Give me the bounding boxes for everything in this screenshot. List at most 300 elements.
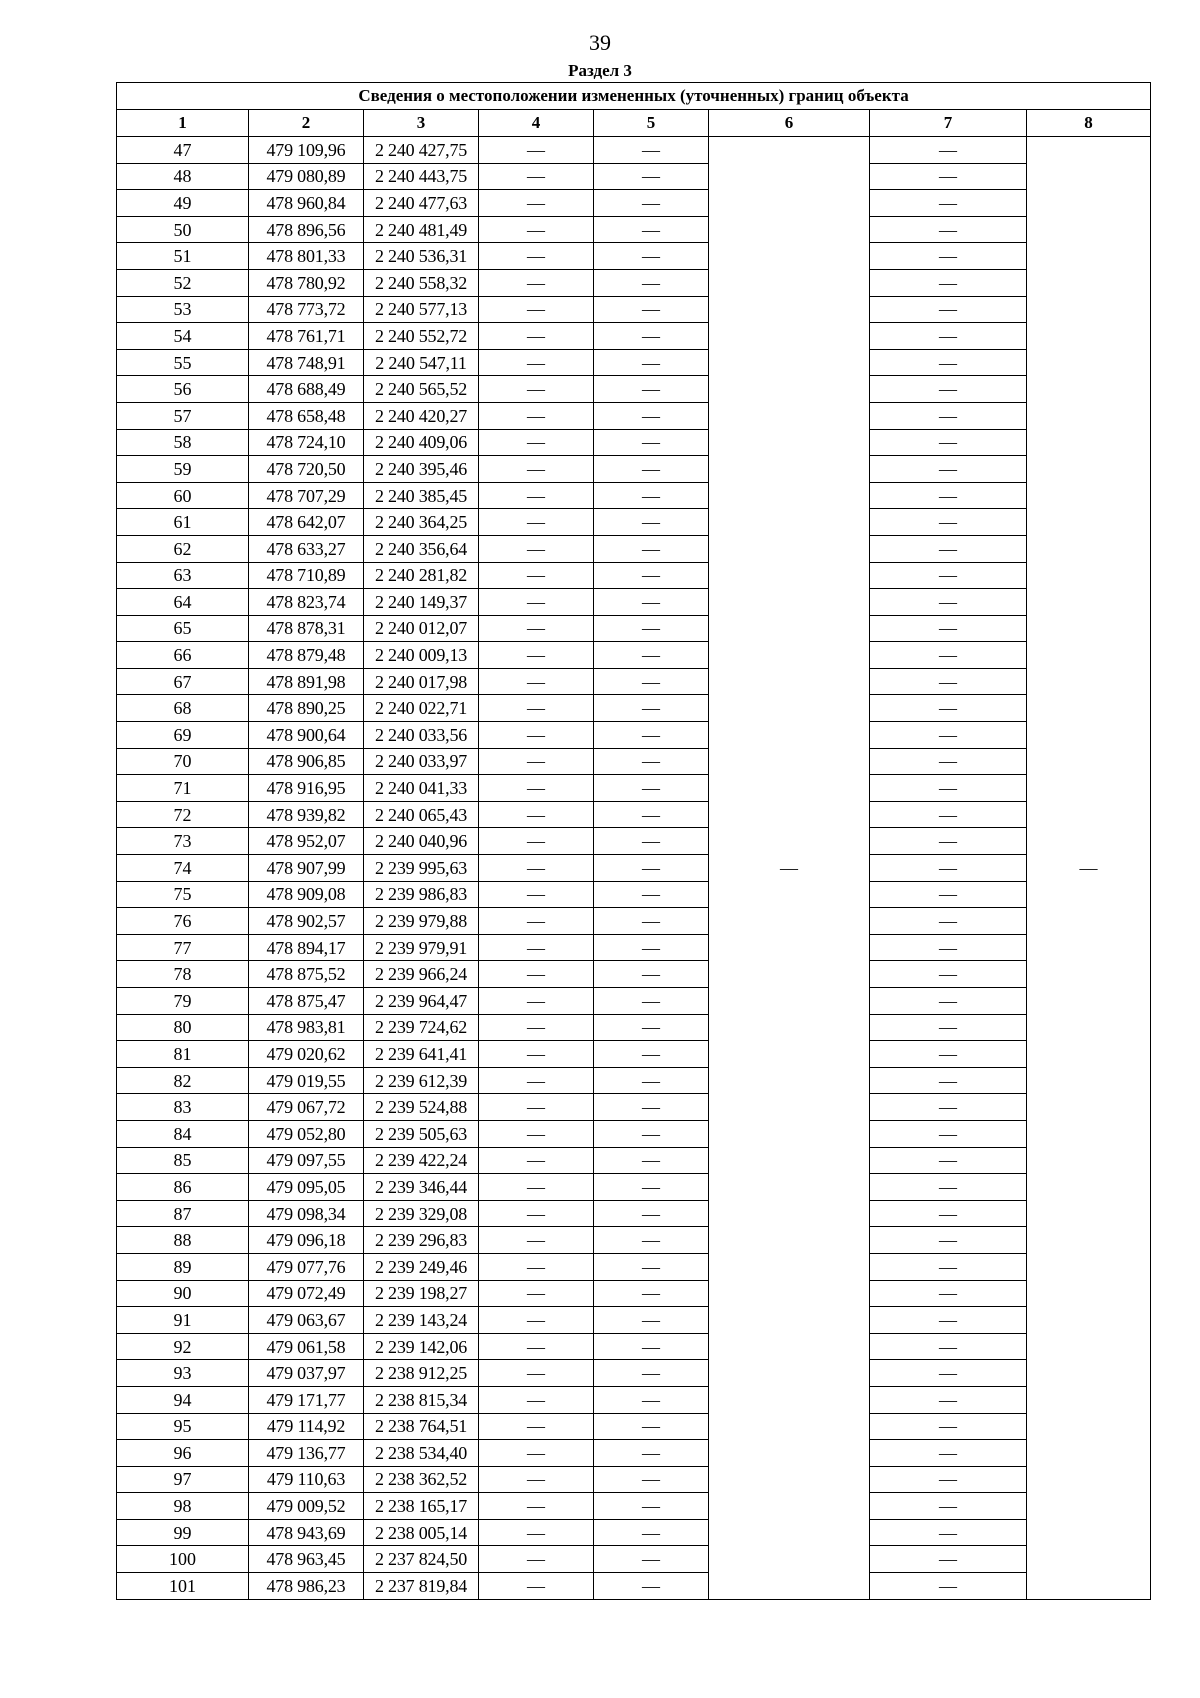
column-5-cell: — <box>594 1413 709 1440</box>
point-number-cell: 80 <box>117 1014 249 1041</box>
y-coordinate-cell: 2 240 395,46 <box>364 456 479 483</box>
y-coordinate-cell: 2 240 427,75 <box>364 137 479 164</box>
point-number-cell: 77 <box>117 934 249 961</box>
point-number-cell: 101 <box>117 1573 249 1600</box>
point-number-cell: 94 <box>117 1386 249 1413</box>
column-4-cell: — <box>479 509 594 536</box>
column-4-cell: — <box>479 323 594 350</box>
x-coordinate-cell: 478 879,48 <box>249 642 364 669</box>
x-coordinate-cell: 479 110,63 <box>249 1466 364 1493</box>
point-number-cell: 62 <box>117 535 249 562</box>
table-row <box>117 190 1151 217</box>
column-5-cell: — <box>594 1120 709 1147</box>
column-5-cell: — <box>594 668 709 695</box>
table-row <box>117 535 1151 562</box>
point-number-cell: 72 <box>117 801 249 828</box>
column-7-cell: — <box>870 961 1027 988</box>
column-7-cell: — <box>870 243 1027 270</box>
column-5-cell: — <box>594 535 709 562</box>
column-number-5: 5 <box>594 110 709 137</box>
column-4-cell: — <box>479 1519 594 1546</box>
y-coordinate-cell: 2 239 986,83 <box>364 881 479 908</box>
table-row <box>117 1280 1151 1307</box>
x-coordinate-cell: 479 109,96 <box>249 137 364 164</box>
column-5-cell: — <box>594 190 709 217</box>
point-number-cell: 65 <box>117 615 249 642</box>
column-5-cell: — <box>594 828 709 855</box>
x-coordinate-cell: 478 952,07 <box>249 828 364 855</box>
column-7-cell: — <box>870 509 1027 536</box>
y-coordinate-cell: 2 239 724,62 <box>364 1014 479 1041</box>
column-4-cell: — <box>479 402 594 429</box>
column-7-cell: — <box>870 615 1027 642</box>
point-number-cell: 99 <box>117 1519 249 1546</box>
column-4-cell: — <box>479 1094 594 1121</box>
y-coordinate-cell: 2 240 481,49 <box>364 216 479 243</box>
point-number-cell: 96 <box>117 1440 249 1467</box>
coordinates-table <box>116 82 1151 1600</box>
y-coordinate-cell: 2 238 165,17 <box>364 1493 479 1520</box>
column-7-cell: — <box>870 216 1027 243</box>
column-7-cell: — <box>870 1067 1027 1094</box>
x-coordinate-cell: 478 896,56 <box>249 216 364 243</box>
table-row <box>117 509 1151 536</box>
column-7-cell: — <box>870 695 1027 722</box>
x-coordinate-cell: 478 890,25 <box>249 695 364 722</box>
column-7-cell: — <box>870 562 1027 589</box>
point-number-cell: 53 <box>117 296 249 323</box>
table-row <box>117 1413 1151 1440</box>
column-4-cell: — <box>479 376 594 403</box>
column-4-cell: — <box>479 615 594 642</box>
point-number-cell: 97 <box>117 1466 249 1493</box>
point-number-cell: 71 <box>117 775 249 802</box>
point-number-cell: 87 <box>117 1200 249 1227</box>
y-coordinate-cell: 2 238 005,14 <box>364 1519 479 1546</box>
column-7-cell: — <box>870 1519 1027 1546</box>
x-coordinate-cell: 479 080,89 <box>249 163 364 190</box>
point-number-cell: 79 <box>117 988 249 1015</box>
column-4-cell: — <box>479 1546 594 1573</box>
column-5-cell: — <box>594 323 709 350</box>
column-7-cell: — <box>870 402 1027 429</box>
y-coordinate-cell: 2 240 552,72 <box>364 323 479 350</box>
column-5-cell: — <box>594 1014 709 1041</box>
y-coordinate-cell: 2 240 420,27 <box>364 402 479 429</box>
y-coordinate-cell: 2 240 022,71 <box>364 695 479 722</box>
x-coordinate-cell: 478 633,27 <box>249 535 364 562</box>
point-number-cell: 74 <box>117 855 249 882</box>
column-5-cell: — <box>594 296 709 323</box>
column-5-cell: — <box>594 748 709 775</box>
column-5-cell: — <box>594 855 709 882</box>
table-row <box>117 482 1151 509</box>
column-4-cell: — <box>479 1200 594 1227</box>
column-5-cell: — <box>594 509 709 536</box>
table-row <box>117 1466 1151 1493</box>
table-caption-row <box>117 83 1151 110</box>
y-coordinate-cell: 2 240 558,32 <box>364 269 479 296</box>
section-title: Раздел 3 <box>568 61 632 80</box>
x-coordinate-cell: 479 171,77 <box>249 1386 364 1413</box>
point-number-cell: 85 <box>117 1147 249 1174</box>
table-row <box>117 668 1151 695</box>
column-4-cell: — <box>479 828 594 855</box>
column-4-cell: — <box>479 1120 594 1147</box>
column-4-cell: — <box>479 1440 594 1467</box>
table-row <box>117 1440 1151 1467</box>
table-row <box>117 323 1151 350</box>
column-7-cell: — <box>870 1227 1027 1254</box>
point-number-cell: 50 <box>117 216 249 243</box>
point-number-cell: 51 <box>117 243 249 270</box>
column-5-cell: — <box>594 1360 709 1387</box>
x-coordinate-cell: 479 072,49 <box>249 1280 364 1307</box>
column-7-cell: — <box>870 1094 1027 1121</box>
x-coordinate-cell: 478 900,64 <box>249 722 364 749</box>
point-number-cell: 59 <box>117 456 249 483</box>
x-coordinate-cell: 478 983,81 <box>249 1014 364 1041</box>
column-5-cell: — <box>594 988 709 1015</box>
table-row <box>117 855 1151 882</box>
table-row <box>117 1253 1151 1280</box>
x-coordinate-cell: 479 009,52 <box>249 1493 364 1520</box>
table-row <box>117 1120 1151 1147</box>
y-coordinate-cell: 2 238 534,40 <box>364 1440 479 1467</box>
x-coordinate-cell: 478 906,85 <box>249 748 364 775</box>
y-coordinate-cell: 2 239 966,24 <box>364 961 479 988</box>
column-5-cell: — <box>594 615 709 642</box>
point-number-cell: 61 <box>117 509 249 536</box>
column-number-1: 1 <box>117 110 249 137</box>
column-7-cell: — <box>870 1174 1027 1201</box>
table-caption: Сведения о местоположении измененных (уточненных) границ объекта <box>117 83 1151 110</box>
point-number-cell: 100 <box>117 1546 249 1573</box>
column-7-cell: — <box>870 1280 1027 1307</box>
column-5-cell: — <box>594 402 709 429</box>
y-coordinate-cell: 2 240 356,64 <box>364 535 479 562</box>
table-row <box>117 243 1151 270</box>
column-7-cell: — <box>870 1253 1027 1280</box>
column-5-cell: — <box>594 269 709 296</box>
column-7-cell: — <box>870 642 1027 669</box>
column-5-cell: — <box>594 1227 709 1254</box>
column-5-cell: — <box>594 1253 709 1280</box>
table-row <box>117 801 1151 828</box>
x-coordinate-cell: 478 761,71 <box>249 323 364 350</box>
column-5-cell: — <box>594 801 709 828</box>
x-coordinate-cell: 478 891,98 <box>249 668 364 695</box>
x-coordinate-cell: 478 875,47 <box>249 988 364 1015</box>
column-number-2: 2 <box>249 110 364 137</box>
column-5-cell: — <box>594 243 709 270</box>
column-5-cell: — <box>594 216 709 243</box>
column-5-cell: — <box>594 1307 709 1334</box>
table-row <box>117 722 1151 749</box>
point-number-cell: 48 <box>117 163 249 190</box>
point-number-cell: 86 <box>117 1174 249 1201</box>
column-5-cell: — <box>594 349 709 376</box>
table-body <box>117 137 1151 1600</box>
table-row <box>117 296 1151 323</box>
column-4-cell: — <box>479 1174 594 1201</box>
point-number-cell: 52 <box>117 269 249 296</box>
column-number-4: 4 <box>479 110 594 137</box>
column-4-cell: — <box>479 296 594 323</box>
table-row <box>117 881 1151 908</box>
column-4-cell: — <box>479 642 594 669</box>
table-row <box>117 615 1151 642</box>
y-coordinate-cell: 2 239 142,06 <box>364 1333 479 1360</box>
table-row <box>117 1360 1151 1387</box>
column-numbers-row <box>117 110 1151 137</box>
column-7-cell: — <box>870 1333 1027 1360</box>
point-number-cell: 64 <box>117 589 249 616</box>
column-4-cell: — <box>479 190 594 217</box>
x-coordinate-cell: 478 878,31 <box>249 615 364 642</box>
point-number-cell: 95 <box>117 1413 249 1440</box>
column-7-cell: — <box>870 190 1027 217</box>
column-5-cell: — <box>594 775 709 802</box>
table-row <box>117 961 1151 988</box>
y-coordinate-cell: 2 239 296,83 <box>364 1227 479 1254</box>
y-coordinate-cell: 2 237 819,84 <box>364 1573 479 1600</box>
point-number-cell: 66 <box>117 642 249 669</box>
y-coordinate-cell: 2 239 979,91 <box>364 934 479 961</box>
x-coordinate-cell: 479 096,18 <box>249 1227 364 1254</box>
y-coordinate-cell: 2 240 281,82 <box>364 562 479 589</box>
point-number-cell: 92 <box>117 1333 249 1360</box>
y-coordinate-cell: 2 240 547,11 <box>364 349 479 376</box>
table-row <box>117 642 1151 669</box>
point-number-cell: 75 <box>117 881 249 908</box>
table-row <box>117 1200 1151 1227</box>
x-coordinate-cell: 478 894,17 <box>249 934 364 961</box>
y-coordinate-cell: 2 239 979,88 <box>364 908 479 935</box>
column-4-cell: — <box>479 1573 594 1600</box>
column-4-cell: — <box>479 216 594 243</box>
column-4-cell: — <box>479 855 594 882</box>
y-coordinate-cell: 2 240 033,97 <box>364 748 479 775</box>
column-5-cell: — <box>594 961 709 988</box>
x-coordinate-cell: 478 801,33 <box>249 243 364 270</box>
table-row <box>117 1573 1151 1600</box>
table-row <box>117 775 1151 802</box>
point-number-cell: 76 <box>117 908 249 935</box>
table-row <box>117 562 1151 589</box>
column-5-cell: — <box>594 456 709 483</box>
y-coordinate-cell: 2 240 033,56 <box>364 722 479 749</box>
point-number-cell: 67 <box>117 668 249 695</box>
column-5-cell: — <box>594 722 709 749</box>
column-5-cell: — <box>594 163 709 190</box>
column-4-cell: — <box>479 163 594 190</box>
x-coordinate-cell: 478 710,89 <box>249 562 364 589</box>
column-4-cell: — <box>479 1253 594 1280</box>
point-number-cell: 89 <box>117 1253 249 1280</box>
column-7-cell: — <box>870 1360 1027 1387</box>
y-coordinate-cell: 2 238 912,25 <box>364 1360 479 1387</box>
column-5-cell: — <box>594 1174 709 1201</box>
point-number-cell: 49 <box>117 190 249 217</box>
x-coordinate-cell: 479 077,76 <box>249 1253 364 1280</box>
column-7-cell: — <box>870 988 1027 1015</box>
column-5-cell: — <box>594 1094 709 1121</box>
y-coordinate-cell: 2 239 995,63 <box>364 855 479 882</box>
column-7-cell: — <box>870 855 1027 882</box>
y-coordinate-cell: 2 239 249,46 <box>364 1253 479 1280</box>
column-number-6: 6 <box>709 110 870 137</box>
column-4-cell: — <box>479 1466 594 1493</box>
x-coordinate-cell: 479 020,62 <box>249 1041 364 1068</box>
table-row <box>117 216 1151 243</box>
x-coordinate-cell: 478 916,95 <box>249 775 364 802</box>
column-7-cell: — <box>870 349 1027 376</box>
page-number: 39 <box>589 30 611 55</box>
column-number-7: 7 <box>870 110 1027 137</box>
column-7-cell: — <box>870 163 1027 190</box>
column-5-cell: — <box>594 1519 709 1546</box>
point-number-cell: 54 <box>117 323 249 350</box>
column-7-cell: — <box>870 1307 1027 1334</box>
column-7-cell: — <box>870 376 1027 403</box>
table-row <box>117 748 1151 775</box>
x-coordinate-cell: 478 642,07 <box>249 509 364 536</box>
table-row <box>117 1067 1151 1094</box>
column-7-cell: — <box>870 1493 1027 1520</box>
table-row <box>117 1333 1151 1360</box>
column-8-merged-cell: — <box>1027 137 1151 1600</box>
column-5-cell: — <box>594 1280 709 1307</box>
column-5-cell: — <box>594 695 709 722</box>
y-coordinate-cell: 2 240 409,06 <box>364 429 479 456</box>
point-number-cell: 60 <box>117 482 249 509</box>
column-5-cell: — <box>594 376 709 403</box>
x-coordinate-cell: 478 939,82 <box>249 801 364 828</box>
point-number-cell: 55 <box>117 349 249 376</box>
column-5-cell: — <box>594 137 709 164</box>
y-coordinate-cell: 2 240 012,07 <box>364 615 479 642</box>
column-4-cell: — <box>479 722 594 749</box>
y-coordinate-cell: 2 239 422,24 <box>364 1147 479 1174</box>
point-number-cell: 69 <box>117 722 249 749</box>
column-5-cell: — <box>594 1147 709 1174</box>
column-4-cell: — <box>479 482 594 509</box>
x-coordinate-cell: 479 061,58 <box>249 1333 364 1360</box>
column-4-cell: — <box>479 1067 594 1094</box>
table-row <box>117 1174 1151 1201</box>
column-4-cell: — <box>479 748 594 775</box>
table-row <box>117 456 1151 483</box>
x-coordinate-cell: 478 960,84 <box>249 190 364 217</box>
y-coordinate-cell: 2 240 364,25 <box>364 509 479 536</box>
table-row <box>117 163 1151 190</box>
x-coordinate-cell: 478 823,74 <box>249 589 364 616</box>
y-coordinate-cell: 2 237 824,50 <box>364 1546 479 1573</box>
x-coordinate-cell: 479 098,34 <box>249 1200 364 1227</box>
column-4-cell: — <box>479 1227 594 1254</box>
point-number-cell: 91 <box>117 1307 249 1334</box>
x-coordinate-cell: 479 114,92 <box>249 1413 364 1440</box>
x-coordinate-cell: 478 943,69 <box>249 1519 364 1546</box>
table-row <box>117 137 1151 164</box>
point-number-cell: 81 <box>117 1041 249 1068</box>
y-coordinate-cell: 2 239 964,47 <box>364 988 479 1015</box>
column-4-cell: — <box>479 456 594 483</box>
column-7-cell: — <box>870 748 1027 775</box>
table-row <box>117 269 1151 296</box>
column-6-merged-cell: — <box>709 137 870 1600</box>
column-4-cell: — <box>479 1147 594 1174</box>
point-number-cell: 57 <box>117 402 249 429</box>
point-number-cell: 73 <box>117 828 249 855</box>
y-coordinate-cell: 2 240 477,63 <box>364 190 479 217</box>
point-number-cell: 98 <box>117 1493 249 1520</box>
x-coordinate-cell: 479 037,97 <box>249 1360 364 1387</box>
column-7-cell: — <box>870 1014 1027 1041</box>
column-5-cell: — <box>594 589 709 616</box>
point-number-cell: 47 <box>117 137 249 164</box>
column-7-cell: — <box>870 1147 1027 1174</box>
column-4-cell: — <box>479 1360 594 1387</box>
column-4-cell: — <box>479 589 594 616</box>
column-5-cell: — <box>594 1041 709 1068</box>
column-5-cell: — <box>594 1386 709 1413</box>
column-7-cell: — <box>870 1200 1027 1227</box>
point-number-cell: 88 <box>117 1227 249 1254</box>
x-coordinate-cell: 479 095,05 <box>249 1174 364 1201</box>
column-4-cell: — <box>479 934 594 961</box>
point-number-cell: 56 <box>117 376 249 403</box>
column-7-cell: — <box>870 908 1027 935</box>
point-number-cell: 70 <box>117 748 249 775</box>
table-header <box>117 83 1151 137</box>
y-coordinate-cell: 2 239 612,39 <box>364 1067 479 1094</box>
y-coordinate-cell: 2 239 524,88 <box>364 1094 479 1121</box>
column-7-cell: — <box>870 775 1027 802</box>
table-row <box>117 1519 1151 1546</box>
column-7-cell: — <box>870 1041 1027 1068</box>
column-4-cell: — <box>479 429 594 456</box>
column-7-cell: — <box>870 296 1027 323</box>
column-7-cell: — <box>870 482 1027 509</box>
x-coordinate-cell: 478 773,72 <box>249 296 364 323</box>
point-number-cell: 78 <box>117 961 249 988</box>
column-4-cell: — <box>479 775 594 802</box>
column-7-cell: — <box>870 1386 1027 1413</box>
column-4-cell: — <box>479 988 594 1015</box>
table-row <box>117 589 1151 616</box>
table-row <box>117 1094 1151 1121</box>
point-number-cell: 63 <box>117 562 249 589</box>
x-coordinate-cell: 478 688,49 <box>249 376 364 403</box>
table-row <box>117 934 1151 961</box>
column-4-cell: — <box>479 1386 594 1413</box>
x-coordinate-cell: 479 097,55 <box>249 1147 364 1174</box>
x-coordinate-cell: 478 986,23 <box>249 1573 364 1600</box>
column-7-cell: — <box>870 137 1027 164</box>
y-coordinate-cell: 2 238 764,51 <box>364 1413 479 1440</box>
table-row <box>117 695 1151 722</box>
column-5-cell: — <box>594 1466 709 1493</box>
column-number-8: 8 <box>1027 110 1151 137</box>
column-7-cell: — <box>870 1120 1027 1147</box>
column-5-cell: — <box>594 1440 709 1467</box>
table-row <box>117 402 1151 429</box>
table-row <box>117 1386 1151 1413</box>
column-4-cell: — <box>479 535 594 562</box>
y-coordinate-cell: 2 240 017,98 <box>364 668 479 695</box>
